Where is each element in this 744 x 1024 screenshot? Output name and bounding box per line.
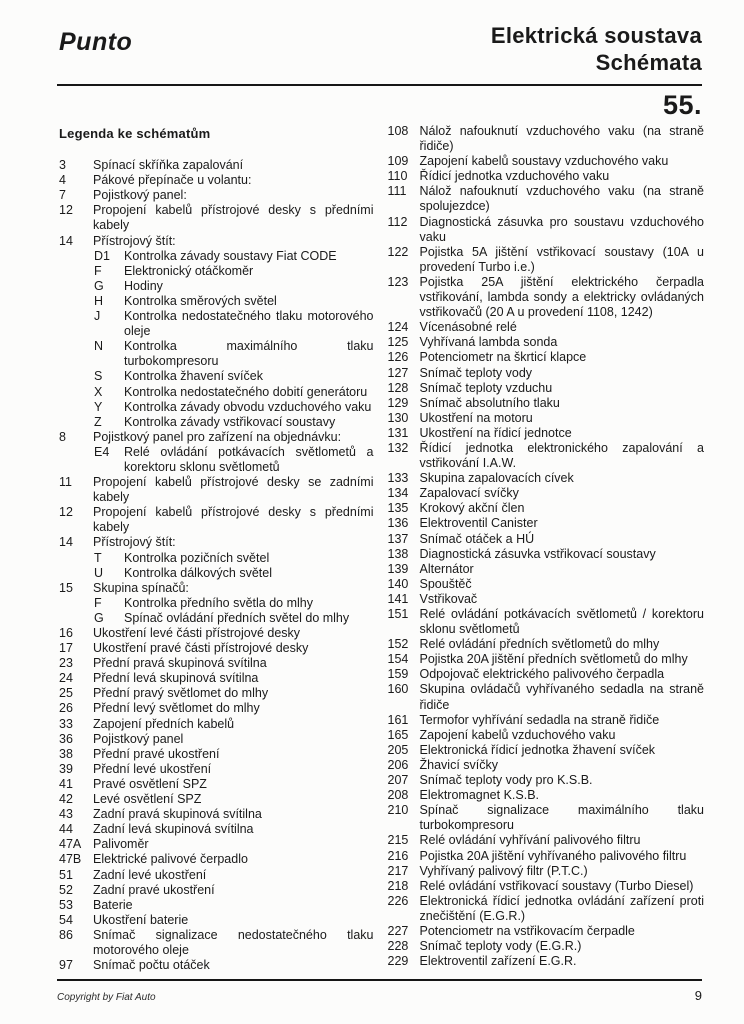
item-number: 51 [59,867,73,882]
item-text: Elektronický otáčkoměr [124,263,254,278]
item-text: Elektronická řídicí jednotka žhavení svíček [419,742,656,757]
legend-item [57,852,374,867]
item-text: Ukostření na řídicí jednotce [419,425,572,440]
legend-item [57,158,374,173]
item-number: 227 [387,923,409,938]
legend-item [57,671,374,686]
legend-item [57,792,374,807]
item-number: 126 [387,350,409,365]
item-text: Snímač signalizace nedostatečného tlaku motorového oleje [93,927,374,957]
item-text: Elektronická řídicí jednotka ovládání zařízení proti znečištění (E.G.R.) [419,893,704,923]
legend-item [388,562,705,577]
item-number: 137 [387,531,409,546]
legend-item [388,245,705,275]
item-text: Žhavicí svíčky [419,757,498,772]
item-number: 42 [59,792,73,807]
item-number: 4 [59,173,66,188]
item-number: 125 [387,335,409,350]
item-text: Elektroventil zařízení E.G.R. [419,954,577,969]
item-text: Ukostření pravé části přístrojové desky [93,641,309,656]
legend-item [57,596,374,611]
item-text: Baterie [93,897,133,912]
legend-item [57,249,374,264]
legend-item [388,350,705,365]
legend-item [57,701,374,716]
legend-item [388,954,705,969]
section-title [57,22,702,76]
legend-left-column [57,124,374,973]
item-number: 86 [59,927,73,942]
legend-item [57,958,374,973]
item-text: Ukostření na motoru [419,410,533,425]
legend-item [388,833,705,848]
legend-item [388,501,705,516]
item-number: 136 [387,516,409,531]
legend-item [57,928,374,958]
legend-item [388,366,705,381]
legend-item [57,445,374,475]
item-number: 133 [387,471,409,486]
item-number: 129 [387,395,409,410]
item-text: Spouštěč [419,576,472,591]
model-name: Punto [59,28,133,56]
legend-item [388,803,705,833]
item-number: 33 [59,716,73,731]
item-text: Zadní levé ukostření [93,867,207,882]
item-text: Elektromagnet K.S.B. [419,788,540,803]
item-number: 210 [387,803,409,818]
legend-item [57,868,374,883]
item-text: Spínač ovládání předních světel do mlhy [124,610,350,625]
item-number: H [94,293,104,308]
item-number: 151 [387,607,409,621]
item-text: Zadní levá skupinová svítilna [93,822,254,837]
item-number: 44 [59,822,73,837]
item-number: D1 [94,248,110,263]
legend-item [388,637,705,652]
item-text: Kontrolka pozičních světel [124,550,270,565]
legend-right-column [388,124,705,973]
item-number: 47B [59,852,82,867]
item-text: Zapojení kabelů vzduchového vaku [419,727,616,742]
item-number: 110 [387,169,408,184]
item-number: T [94,550,102,565]
item-number: 38 [59,746,73,761]
legend-item [388,713,705,728]
section-title-line2: Schémata [595,50,702,75]
item-text: Spínací skříňka zapalování [93,158,244,173]
item-text: Pákové přepínače u volantu: [93,173,252,188]
legend-item [57,234,374,249]
item-text: Kontrolka předního světla do mlhy [124,595,313,610]
item-number: 229 [387,954,409,969]
item-number: 207 [387,773,409,788]
legend-item [388,667,705,682]
legend-item [388,728,705,743]
legend-item [57,188,374,203]
item-number: 14 [59,535,73,550]
legend-item [57,732,374,747]
legend-item [388,743,705,758]
legend-item [57,415,374,430]
item-number: 130 [387,410,409,425]
item-text: Propojení kabelů přístrojové desky se zadními kabely [93,475,374,505]
item-number: 139 [387,561,409,576]
item-text: Nálož nafouknutí vzduchového vaku (na straně spolujezdce) [419,184,704,214]
legend-item [57,656,374,671]
item-number: 53 [59,897,73,912]
legend-item [388,849,705,864]
copyright-text: Copyright by Fiat Auto [57,992,156,1003]
chapter-number: 55. [662,90,702,120]
legend-item [388,758,705,773]
item-number: 16 [59,626,73,640]
item-text: Kontrolka směrových světel [124,293,277,308]
item-number: 217 [387,863,409,878]
legend-left-list [57,158,374,973]
item-text: Relé ovládání vyhřívání palivového filtru [419,833,641,848]
item-number: 23 [59,656,73,671]
legend-item [388,924,705,939]
page-footer [57,988,702,1003]
item-text: Snímač teploty vzduchu [419,380,553,395]
item-text: Relé ovládání potkávacích světlometů a korektoru sklonu světlometů [124,444,374,474]
legend-item [388,169,705,184]
legend-item [57,385,374,400]
item-text: Palivoměr [93,837,149,852]
legend-item [57,430,374,445]
item-number: 132 [387,440,409,455]
item-number: 43 [59,807,73,822]
legend-item [388,486,705,501]
item-text: Alternátor [419,561,474,576]
item-text: Kontrolka maximálního tlaku turbokompresoru [124,339,374,369]
legend-item [57,505,374,535]
legend-item [388,471,705,486]
item-number: 226 [387,893,409,908]
item-number: 134 [387,486,409,501]
item-number: 160 [387,682,409,697]
legend-item [57,837,374,852]
item-text: Potenciometr na škrticí klapce [419,350,587,365]
legend-item [57,777,374,792]
legend-item [57,339,374,369]
item-number: 14 [59,233,73,248]
legend-item [388,154,705,169]
legend-item [57,535,374,550]
item-number: 215 [387,833,409,848]
item-text: Kontrolka závady soustavy Fiat CODE [124,248,337,263]
item-text: Vyhřívaná lambda sonda [419,335,558,350]
legend-item [57,309,374,339]
item-number: 41 [59,776,73,791]
legend-item [388,864,705,879]
item-text: Zadní pravá skupinová svítilna [93,807,262,822]
item-text: Skupina spínačů: [93,580,189,595]
item-text: Relé ovládání vstřikovací soustavy (Turbo Diesel) [419,878,694,893]
item-number: 36 [59,731,73,746]
item-number: 205 [387,742,409,757]
item-text: Zapojení předních kabelů [93,716,235,731]
item-number: 8 [59,429,66,444]
item-text: Přední pravé ukostření [93,746,220,761]
item-text: Pojistka 20A jištění vyhřívaného palivového filtru [419,848,687,863]
legend-item [57,913,374,928]
item-text: Ukostření levé části přístrojové desky [93,626,301,640]
legend-item [57,717,374,732]
item-text: Pravé osvětlení SPZ [93,776,207,791]
item-text: Pojistkový panel [93,731,184,746]
legend-item [57,551,374,566]
legend-item [57,641,374,656]
item-text: Řídicí jednotka elektronického zapalování a vstřikování I.A.W. [419,440,704,471]
legend-item [57,883,374,898]
legend-item [388,411,705,426]
legend-item [388,592,705,607]
item-text: Relé ovládání předních světlometů do mlhy [419,637,660,652]
legend-item [388,320,705,335]
item-number: 12 [59,505,73,520]
item-text: Snímač otáček a HÚ [419,531,535,546]
item-number: 24 [59,671,73,686]
legend-item [57,822,374,837]
item-number: J [94,309,101,324]
legend-item [57,611,374,626]
item-text: Snímač teploty vody pro K.S.B. [419,773,593,788]
item-number: X [94,384,103,399]
legend-item [388,773,705,788]
item-number: G [94,278,104,293]
item-text: Pojistka 5A jištění vstřikovací soustavy (10A u provedení Turbo i.e.) [419,244,704,274]
item-text: Ukostření baterie [93,912,189,927]
item-number: 154 [387,652,409,667]
item-number: F [94,263,102,278]
item-number: 112 [387,214,408,229]
item-text: Hodiny [124,278,163,293]
item-text: Kontrolka závady vstřikovací soustavy [124,414,336,429]
item-number: 228 [387,939,409,954]
item-text: Pojistka 20A jištění předních světlometů do mlhy [419,652,688,667]
legend-item [388,124,705,154]
item-text: Zapalovací svíčky [419,486,519,501]
item-text: Pojistkový panel pro zařízení na objednávku: [93,429,342,444]
item-text: Zapojení kabelů soustavy vzduchového vaku [419,154,669,169]
page-number: 9 [694,988,702,1003]
legend-heading: Legenda ke schématům [59,126,211,141]
footer-divider [57,979,702,981]
item-number: 15 [59,580,73,595]
legend-item [57,626,374,641]
item-text: Snímač teploty vody [419,365,533,380]
legend-item [57,566,374,581]
item-number: 128 [387,380,409,395]
item-number: 26 [59,701,73,716]
legend-item [57,369,374,384]
item-number: 208 [387,788,409,803]
item-text: Spínač signalizace maximálního tlaku turbokompresoru [419,803,704,833]
legend-item [57,807,374,822]
item-text: Pojistka 25A jištění elektrického čerpadla vstřikování, lambda sondy a elektricky ovládaných vstřikovačů (20 A u provedení 1108, 1242) [419,274,704,320]
item-text: Propojení kabelů přístrojové desky s předními kabely [93,203,374,233]
legend-section [57,124,704,973]
item-number: 39 [59,761,73,776]
item-text: Nálož nafouknutí vzduchového vaku (na straně řidiče) [419,124,704,154]
legend-item [57,203,374,233]
legend-item [57,898,374,913]
item-number: 111 [387,184,407,199]
legend-item [57,475,374,505]
section-title-line1: Elektrická soustava [490,23,702,48]
item-number: 127 [387,365,409,380]
item-number: 54 [59,912,73,927]
item-number: 108 [387,124,409,138]
legend-item [388,607,705,637]
item-number: G [94,610,104,625]
legend-item [388,939,705,954]
legend-item [388,652,705,667]
item-text: Přední pravá skupinová svítilna [93,656,267,671]
legend-item [388,577,705,592]
item-number: 165 [387,727,409,742]
item-number: 25 [59,686,73,701]
item-number: 141 [387,591,409,606]
legend-item [388,532,705,547]
item-text: Přední pravý světlomet do mlhy [93,686,269,701]
item-number: 47A [59,837,82,852]
item-number: 52 [59,882,73,897]
legend-item [388,547,705,562]
item-number: 11 [59,475,72,490]
item-number: 97 [59,958,73,973]
legend-item [388,275,705,320]
legend-right-list [388,124,705,969]
item-text: Přední levé ukostření [93,761,212,776]
legend-item [388,682,705,712]
legend-item [57,686,374,701]
item-text: Kontrolka dálkových světel [124,565,272,580]
legend-item [388,894,705,924]
legend-item [388,184,705,214]
legend-item [57,279,374,294]
item-number: 122 [387,244,409,259]
item-text: Přední levá skupinová svítilna [93,671,259,686]
item-number: U [94,565,104,580]
legend-item [388,788,705,803]
item-text: Kontrolka závady obvodu vzduchového vaku [124,399,372,414]
item-number: Z [94,414,102,429]
legend-item [57,762,374,777]
item-number: 140 [387,576,409,591]
legend-item [57,264,374,279]
item-text: Skupina ovládačů vyhřívaného sedadla na straně řidiče [419,682,704,712]
item-text: Relé ovládání potkávacích světlometů / korektoru sklonu světlometů [419,607,704,637]
item-number: 109 [387,154,409,169]
item-text: Vstřikovač [419,591,478,606]
legend-item [388,335,705,350]
item-number: 159 [387,667,409,682]
item-number: E4 [94,444,110,459]
item-number: S [94,369,103,384]
legend-item [388,879,705,894]
item-text: Kontrolka žhavení svíček [124,369,263,384]
item-text: Snímač teploty vody (E.G.R.) [419,939,582,954]
item-text: Kontrolka nedostatečného dobití generátoru [124,384,368,399]
item-text: Elektrické palivové čerpadlo [93,852,248,867]
item-text: Vyhřívaný palivový filtr (P.T.C.) [419,863,588,878]
header-divider [57,84,702,86]
legend-item [57,173,374,188]
item-text: Propojení kabelů přístrojové desky s předními kabely [93,505,374,535]
item-text: Termofor vyhřívání sedadla na straně řidiče [419,712,660,727]
item-text: Diagnostická zásuvka pro soustavu vzduchového vaku [419,214,704,244]
item-text: Diagnostická zásuvka vstřikovací soustavy [419,546,656,561]
item-text: Přístrojový štít: [93,535,176,550]
item-text: Potenciometr na vstřikovacím čerpadle [419,923,635,938]
item-text: Snímač absolutního tlaku [419,395,560,410]
item-number: N [94,339,104,354]
item-text: Snímač počtu otáček [93,958,210,973]
legend-item [388,441,705,471]
item-number: 206 [387,757,409,772]
legend-item [388,516,705,531]
item-number: 135 [387,501,409,516]
item-number: 218 [387,878,409,893]
item-number: 7 [59,188,66,203]
item-number: 123 [387,274,409,289]
legend-item [57,747,374,762]
legend-item [57,400,374,415]
item-number: Y [94,399,103,414]
item-text: Zadní pravé ukostření [93,882,215,897]
item-text: Pojistkový panel: [93,188,187,203]
item-number: 161 [387,712,409,727]
item-text: Řídicí jednotka vzduchového vaku [419,169,610,184]
legend-item [388,426,705,441]
item-text: Přístrojový štít: [93,233,176,248]
item-number: 152 [387,637,409,652]
legend-item [388,381,705,396]
item-number: 138 [387,546,409,561]
item-text: Levé osvětlení SPZ [93,792,202,807]
legend-item [57,294,374,309]
item-text: Vícenásobné relé [419,320,517,335]
item-number: F [94,595,102,610]
item-text: Krokový akční člen [419,501,525,516]
item-text: Skupina zapalovacích cívek [419,471,574,486]
item-text: Elektroventil Canister [419,516,538,531]
item-number: 3 [59,158,66,173]
item-text: Přední levý světlomet do mlhy [93,701,260,716]
item-text: Kontrolka nedostatečného tlaku motorového oleje [124,309,374,339]
item-number: 17 [59,641,73,656]
item-number: 12 [59,203,73,218]
item-number: 124 [387,320,409,335]
item-text: Odpojovač elektrického palivového čerpadla [419,667,665,682]
legend-item [57,581,374,596]
legend-item [388,396,705,411]
legend-item [388,215,705,245]
item-number: 216 [387,848,409,863]
item-number: 131 [387,425,409,440]
page-header [57,22,702,76]
